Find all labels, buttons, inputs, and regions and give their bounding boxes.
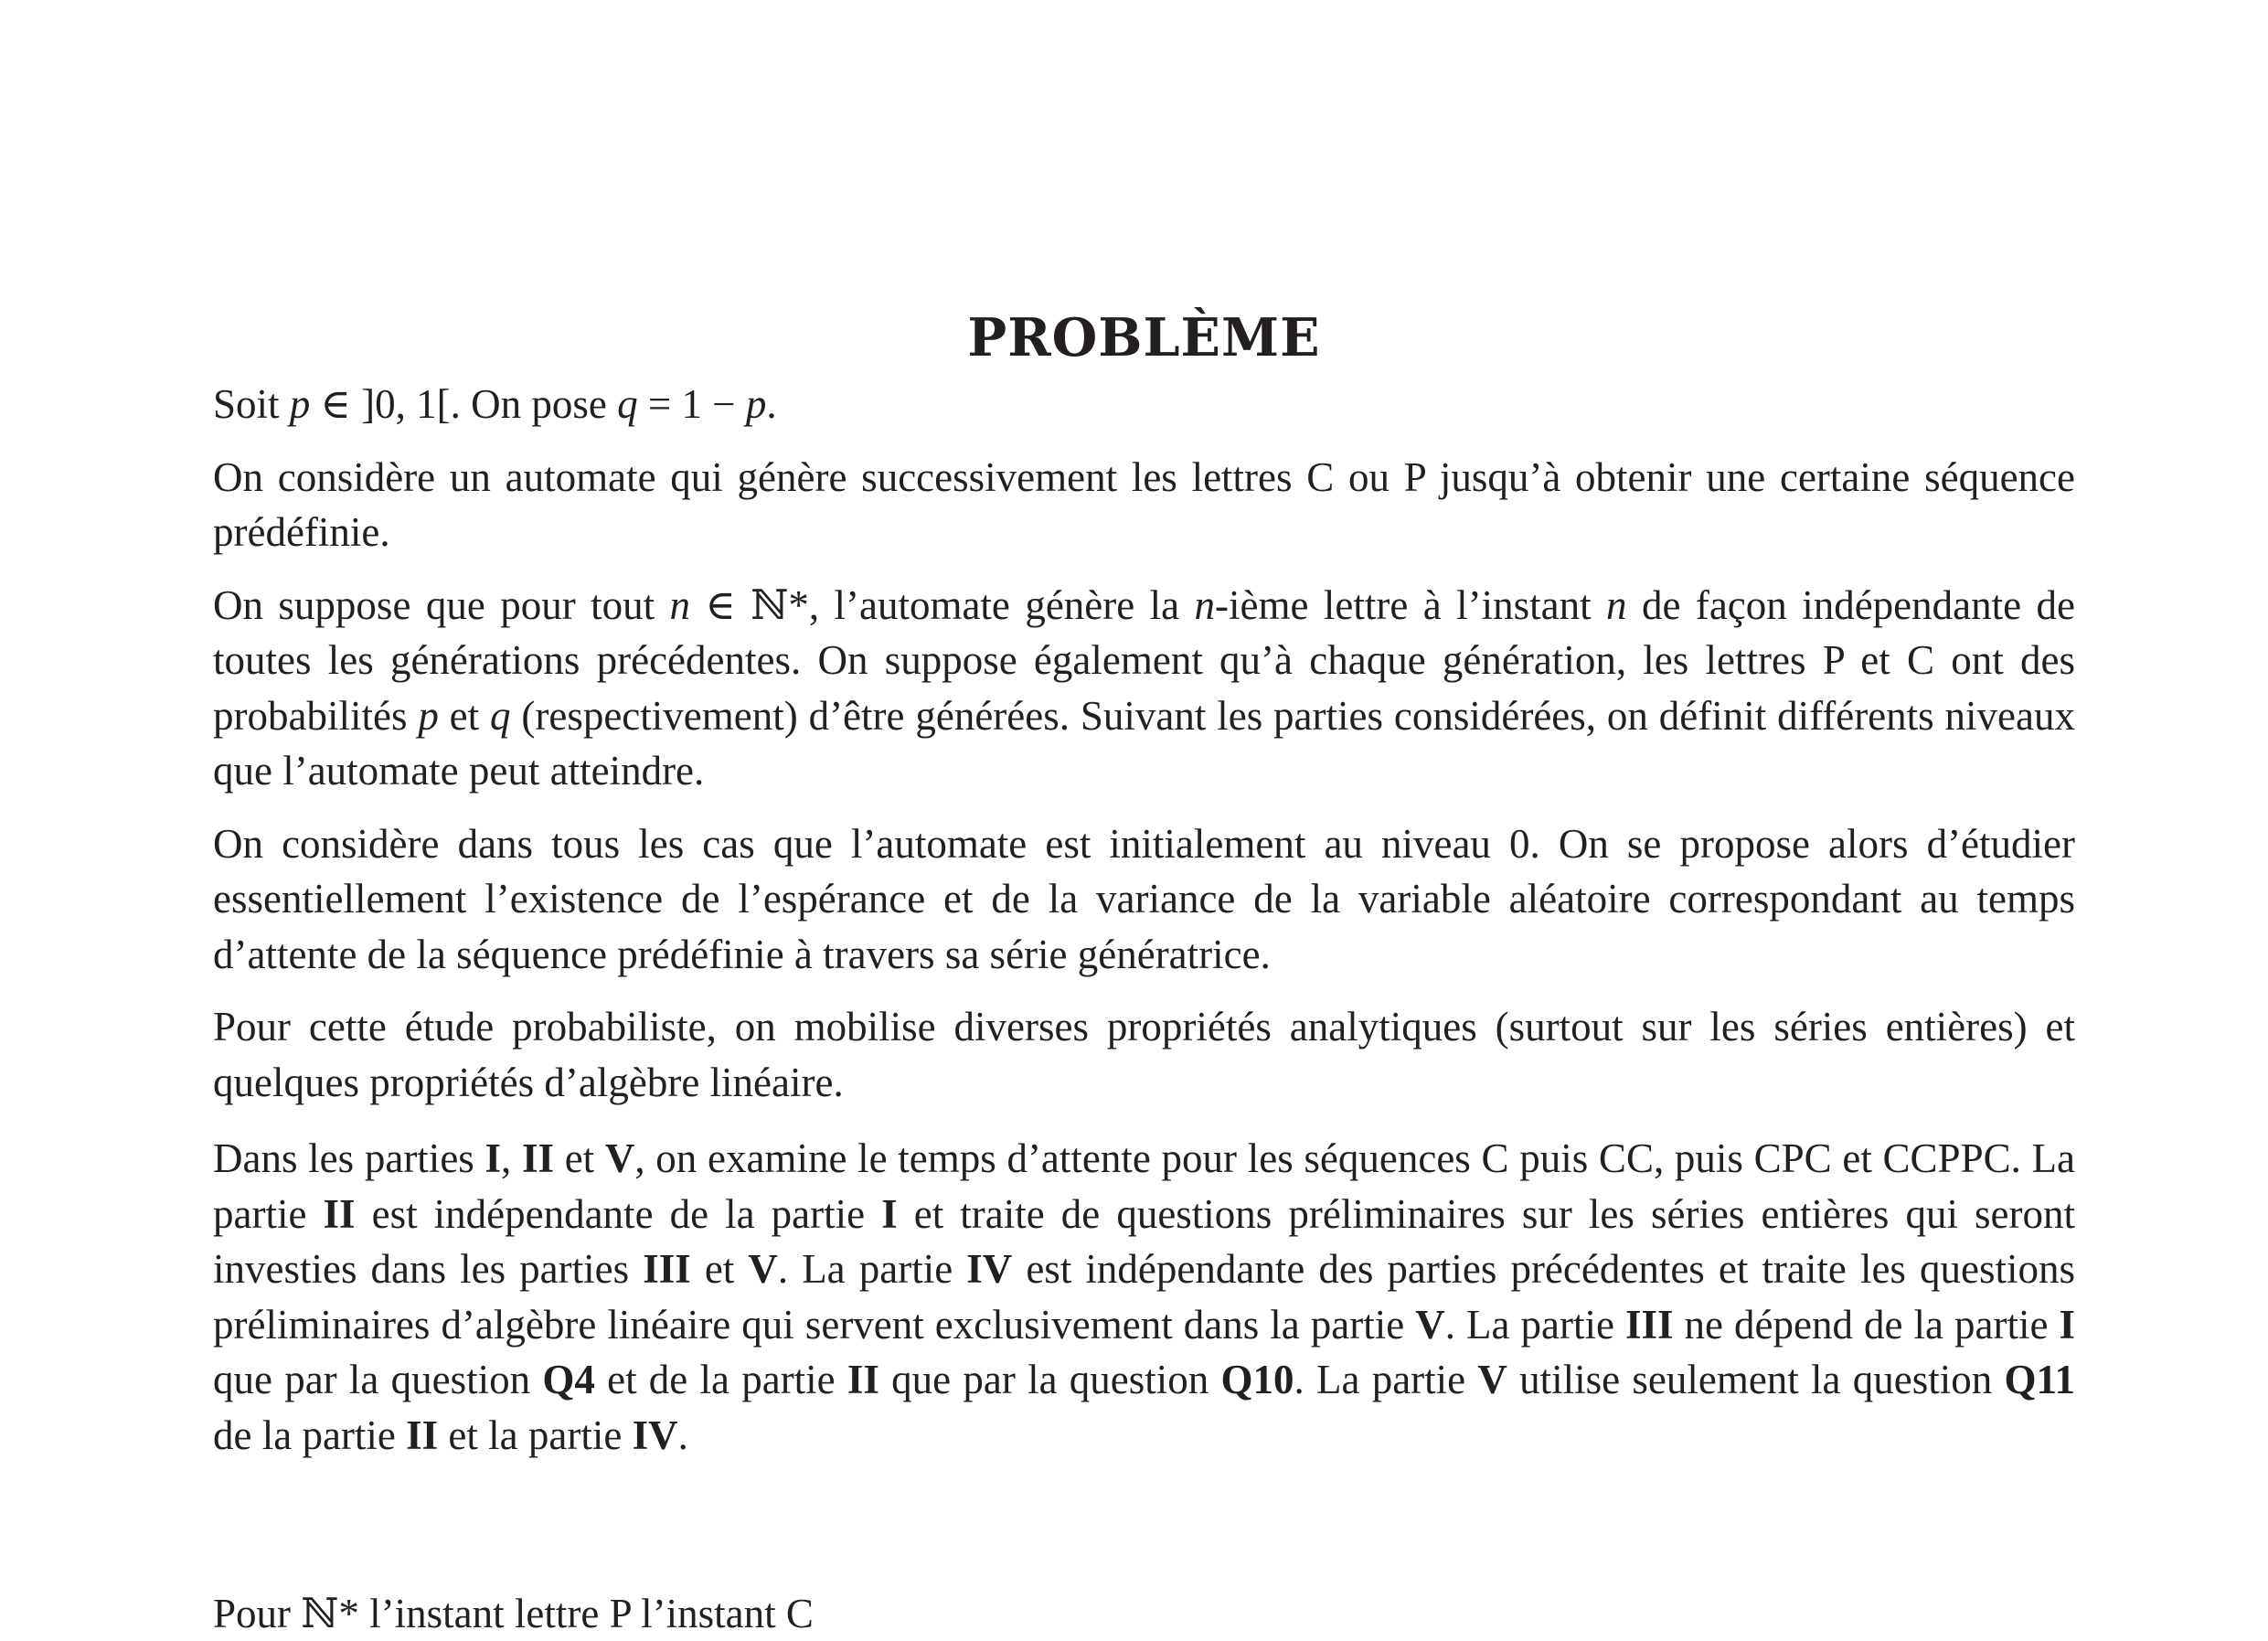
part-ref: IV (632, 1412, 678, 1458)
question-ref: Q4 (542, 1357, 595, 1402)
math-var: n (1606, 581, 1627, 628)
part-ref: II (323, 1190, 356, 1237)
text-run: . (766, 381, 777, 427)
text-run: ne dépend de la partie (1673, 1301, 2060, 1348)
text-run: et de la partie (594, 1357, 847, 1402)
text-run: et (438, 692, 491, 739)
text-run: . (677, 1412, 688, 1458)
text-run: est indépendante des parties précédentes et traite les questions préliminaires d’algèbre linéaire qui servent exclusivement dans la partie (213, 1246, 2076, 1348)
paragraph-automate: On considère un automate qui génère successivement les lettres C ou P jusqu’à obtenir une certaine séquence prédéfinie. (213, 453, 2075, 555)
problem-title: PROBLÈME (967, 307, 1321, 368)
paragraph-structure (213, 1131, 2075, 1463)
part-ref: V (1477, 1357, 1507, 1402)
math-var: q (490, 692, 511, 739)
part-ref: I (881, 1190, 898, 1237)
cutoff-text-line: Pour ℕ* l’instant lettre P l’instant C (213, 1591, 814, 1636)
text-run: utilise seulement la question (1507, 1357, 2005, 1402)
math-var: q (617, 381, 638, 427)
question-ref: Q11 (2004, 1357, 2075, 1402)
document-page (213, 302, 2075, 1480)
paragraph-definition (213, 377, 2075, 432)
part-ref: IV (966, 1246, 1013, 1292)
part-ref: V (748, 1246, 778, 1292)
part-ref: I (484, 1135, 502, 1181)
part-ref: V (1415, 1301, 1445, 1348)
part-ref: V (604, 1135, 635, 1181)
question-ref: Q10 (1220, 1357, 1294, 1402)
part-ref: II (847, 1357, 879, 1402)
text-run: Soit (213, 381, 290, 427)
text-run: -ième lettre à l’instant (1215, 581, 1607, 628)
text-run: de façon indépendante de toutes les générations précédentes. On suppose également qu’à chaque génération, les lettres P et C ont des probabilités (213, 581, 2075, 739)
text-run: et la partie (438, 1412, 633, 1458)
text-run: . La partie (1444, 1301, 1625, 1348)
paragraph-hypotheses (213, 578, 2075, 799)
math-var: p (418, 692, 439, 739)
text-run: Dans les parties (213, 1135, 485, 1181)
text-run: que par la question (878, 1357, 1221, 1402)
math-var: n (1194, 581, 1216, 628)
text-run: On suppose que pour tout (213, 581, 670, 628)
part-ref: III (643, 1246, 691, 1292)
part-ref: I (2059, 1301, 2075, 1348)
part-ref: II (521, 1135, 554, 1181)
paragraph-methodes: Pour cette étude probabiliste, on mobilise diverses propriétés analytiques (surtout sur les séries entières) et quelques propriétés d’algèbre linéaire. (213, 1004, 2075, 1105)
paragraph-objectif: On considère dans tous les cas que l’automate est initialement au niveau 0. On se propose alors d’étudier essentiellement l’existence de l’espérance et de la variance de la variable aléatoire correspondant au temps d’attente de la séquence prédéfinie à travers sa série génératrice. (213, 820, 2075, 977)
text-run: . La partie (1294, 1357, 1478, 1402)
math-var: p (289, 381, 311, 427)
text-run: de la partie (213, 1412, 407, 1458)
text-run: est indépendante de la partie (355, 1190, 882, 1237)
text-run: , (501, 1135, 522, 1181)
text-run: et traite de questions préliminaires sur les séries entières qui seront investies dans les parties (213, 1190, 2075, 1292)
text-run: ∈ ]0, 1[. On pose (310, 381, 618, 427)
part-ref: III (1624, 1301, 1674, 1348)
part-ref: II (406, 1412, 439, 1458)
math-var: n (669, 581, 691, 628)
text-run: , on examine le temps d’attente pour les séquences C puis CC, puis CPC et CCPPC. La partie (213, 1135, 2076, 1237)
text-run: . La partie (777, 1246, 967, 1292)
text-run: (respectivement) d’être générées. Suivant les parties considérées, on définit différents niveaux que l’automate peut atteindre. (213, 692, 2075, 794)
text-run: = 1 − (637, 381, 746, 427)
math-var: p (745, 381, 767, 427)
text-run: et (690, 1246, 749, 1292)
text-run: et (554, 1135, 605, 1181)
text-run: que par la question (213, 1357, 543, 1402)
text-run: ∈ ℕ*, l’automate génère la (690, 581, 1195, 628)
